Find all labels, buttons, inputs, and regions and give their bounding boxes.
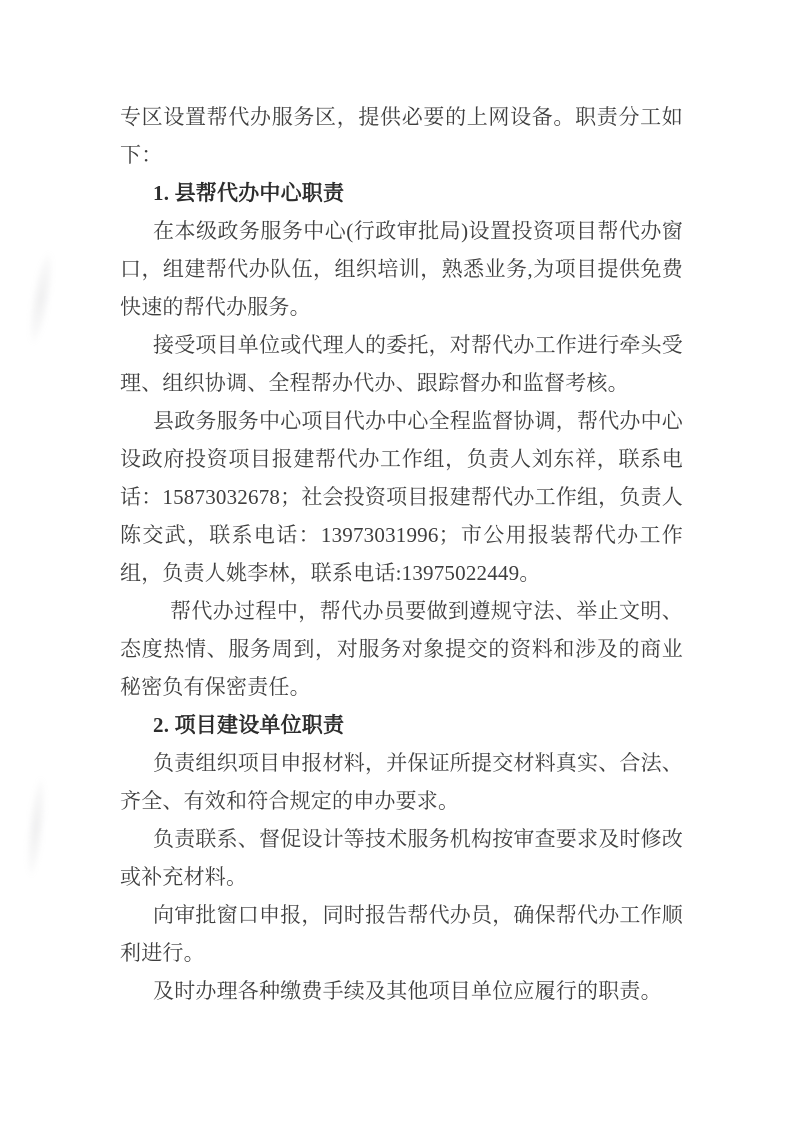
paragraph: 及时办理各种缴费手续及其他项目单位应履行的职责。	[153, 979, 662, 1003]
paragraph: 负责联系、督促设计等技术服务机构按审查要求及时修改或补充材料。	[120, 827, 683, 889]
paragraph: 专区设置帮代办服务区，提供必要的上网设备。职责分工如下：	[120, 105, 683, 167]
section-heading: 2. 项目建设单位职责	[153, 713, 345, 737]
section-heading: 1. 县帮代办中心职责	[153, 181, 345, 205]
scan-smudge	[24, 251, 58, 345]
paragraph: 县政务服务中心项目代办中心全程监督协调，帮代办中心设政府投资项目报建帮代办工作组，负责人刘东祥，联系电话：15873032678；社会投资项目报建帮代办工作组，负责人陈交武，联系电话：13973031996；市公用报装帮代办工作组，负责人姚李林，联系电话:13975022449。	[120, 409, 683, 585]
paragraph: 帮代办过程中，帮代办员要做到遵规守法、举止文明、态度热情、服务周到，对服务对象提交的资料和涉及的商业秘密负有保密责任。	[120, 599, 683, 699]
document-body	[120, 98, 683, 1010]
paragraph: 向审批窗口申报，同时报告帮代办员，确保帮代办工作顺利进行。	[120, 903, 683, 965]
paragraph: 负责组织项目申报材料，并保证所提交材料真实、合法、齐全、有效和符合规定的申办要求。	[120, 751, 683, 813]
paragraph: 在本级政务服务中心(行政审批局)设置投资项目帮代办窗口，组建帮代办队伍，组织培训，熟悉业务,为项目提供免费快速的帮代办服务。	[120, 219, 683, 319]
scan-smudge	[23, 777, 49, 876]
paragraph: 接受项目单位或代理人的委托，对帮代办工作进行牵头受理、组织协调、全程帮办代办、跟踪督办和监督考核。	[120, 333, 683, 395]
